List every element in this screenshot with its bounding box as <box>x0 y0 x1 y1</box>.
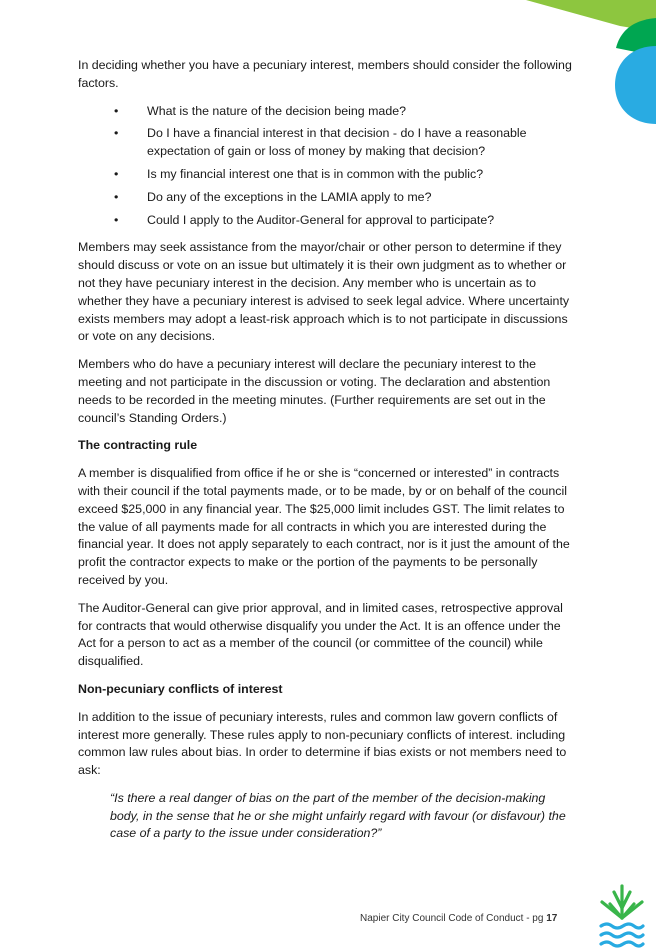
footer-text: Napier City Council Code of Conduct - pg <box>360 913 547 924</box>
factor-text: Do I have a financial interest in that decision - do I have a reasonable expectation of gain or loss of money by making that decision? <box>147 126 527 159</box>
page-content <box>78 57 578 853</box>
bullet-icon: • <box>114 126 119 141</box>
factor-text: What is the nature of the decision being made? <box>147 103 406 118</box>
bias-quote: “Is there a real danger of bias on the part of the member of the decision-making body, in the sense that he or she might unfairly regard with favour (or disfavour) the case of a party to the issue under consideration?” <box>110 790 566 841</box>
list-item <box>78 212 578 230</box>
bullet-icon: • <box>114 103 119 118</box>
assistance-paragraph: Members may seek assistance from the mayor/chair or other person to determine if they should discuss or vote on an issue but ultimately it is their own judgment as to whether or not they have pecuniary interest in the decision. Any member who is uncertain as to whether they have a pecuniary interest is advised to seek legal advice. Where uncertainty exists members may adopt a least-risk approach which is to not participate in discussions or vote on any decisions. <box>78 240 570 344</box>
contracting-rule-heading: The contracting rule <box>78 438 198 453</box>
corner-blue-circle <box>615 46 656 124</box>
bullet-icon: • <box>114 189 119 204</box>
declare-paragraph: Members who do have a pecuniary interest will declare the pecuniary interest to the meeting and not participate in the discussion or voting. The declaration and abstention needs to be recorded in the meeting minutes. (Further requirements are set out in the council’s Standing Orders.) <box>78 357 551 425</box>
list-item <box>78 125 578 161</box>
corner-light-green-stripe <box>526 0 656 32</box>
page-number: 17 <box>546 913 558 924</box>
logo-waves <box>601 924 643 946</box>
contracting-paragraph: A member is disqualified from office if he or she is “concerned or interested” in contracts with their council if the total payments made, or to be made, by or on behalf of the council exceed $25,000 in any financial year. The $25,000 limit includes GST. The limit relates to the value of all payments made for all contracts in which you are interested during the financial year. It does not apply separately to each contract, nor is it just the amount of the profit the contractor expects to make or the portion of the payments to be personally received by you. <box>78 466 570 587</box>
list-item <box>78 103 578 121</box>
bullet-icon: • <box>114 212 119 227</box>
napier-logo-icon <box>599 880 645 948</box>
auditor-paragraph: The Auditor-General can give prior approval, and in limited cases, retrospective approval for contracts that would otherwise disqualify you under the Act. It is an offence under the Act for a person to act as a member of the council (or committee of the council) while disqualified. <box>78 600 563 669</box>
list-item <box>78 166 578 184</box>
factor-text: Do any of the exceptions in the LAMIA apply to me? <box>147 189 432 204</box>
list-item <box>78 189 578 207</box>
intro-paragraph: In deciding whether you have a pecuniary interest, members should consider the following factors. <box>78 58 572 90</box>
corner-green-shape <box>616 18 656 56</box>
page-footer <box>360 913 557 924</box>
logo-wave-2 <box>601 933 643 937</box>
non-pecuniary-paragraph: In addition to the issue of pecuniary interests, rules and common law govern conflicts of interest more generally. These rules apply to non-pecuniary conflicts of interest. including common law rules about bias. In order to determine if bias exists or not members need to ask: <box>78 709 567 778</box>
non-pecuniary-heading: Non-pecuniary conflicts of interest <box>78 681 283 696</box>
bullet-icon: • <box>114 166 119 181</box>
logo-leaves <box>602 886 642 918</box>
logo-wave-3 <box>601 942 643 946</box>
factors-list <box>78 103 578 230</box>
logo-wave-1 <box>601 924 643 928</box>
factor-text: Is my financial interest one that is in common with the public? <box>147 166 484 181</box>
factor-text: Could I apply to the Auditor-General for approval to participate? <box>147 212 495 227</box>
